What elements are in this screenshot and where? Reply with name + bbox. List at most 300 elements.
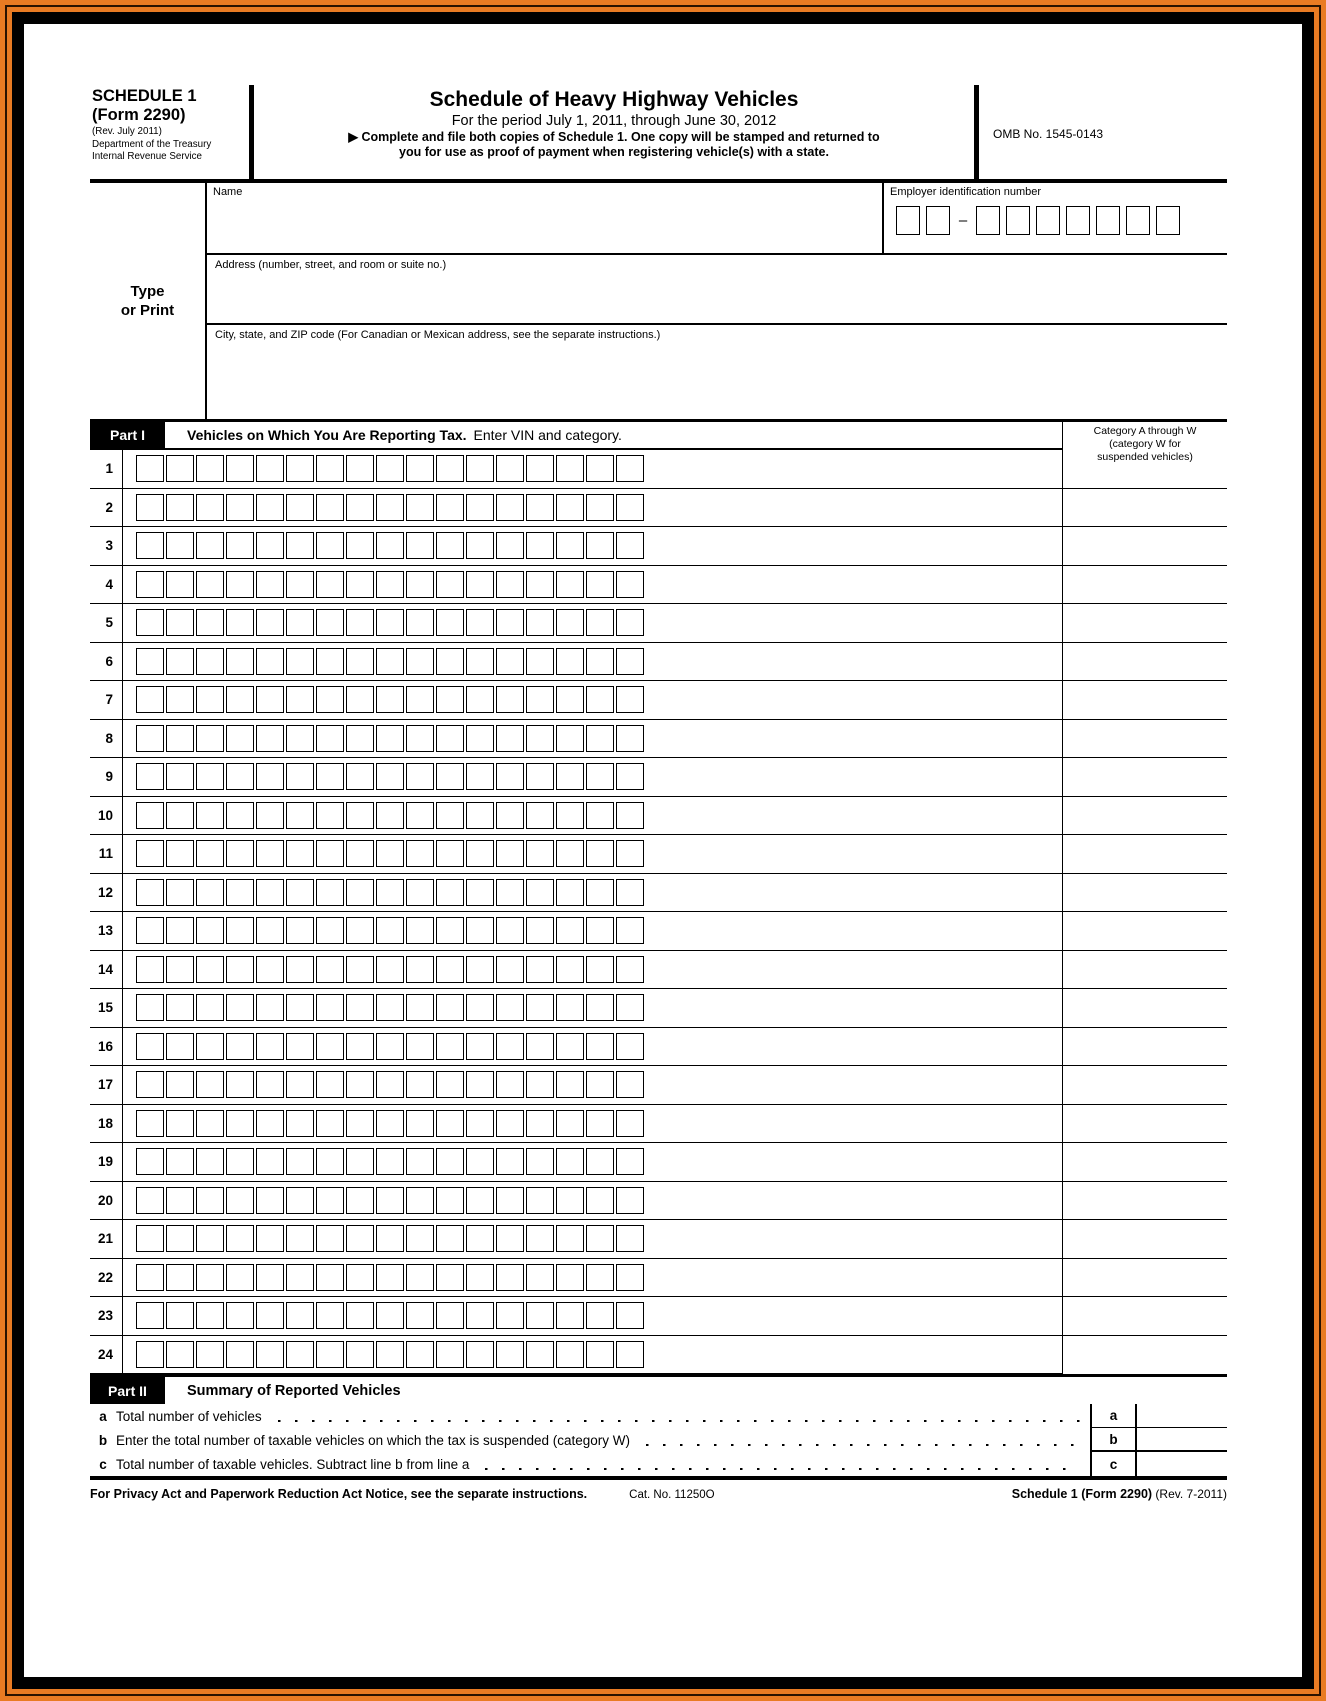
vin-char-box[interactable] bbox=[406, 1033, 434, 1060]
vin-char-box[interactable] bbox=[586, 1264, 614, 1291]
vin-char-box[interactable] bbox=[616, 1302, 644, 1329]
vin-char-box[interactable] bbox=[256, 840, 284, 867]
category-cell[interactable] bbox=[1063, 527, 1227, 566]
vin-char-box[interactable] bbox=[496, 609, 524, 636]
vin-char-box[interactable] bbox=[526, 763, 554, 790]
vin-char-box[interactable] bbox=[406, 840, 434, 867]
vin-char-box[interactable] bbox=[316, 1225, 344, 1252]
vin-char-box[interactable] bbox=[256, 725, 284, 752]
vin-char-box[interactable] bbox=[196, 725, 224, 752]
vin-char-box[interactable] bbox=[586, 532, 614, 559]
line-c-value-box[interactable] bbox=[1137, 1452, 1227, 1476]
vin-char-box[interactable] bbox=[586, 1033, 614, 1060]
vin-char-box[interactable] bbox=[256, 609, 284, 636]
vin-char-box[interactable] bbox=[556, 802, 584, 829]
vin-char-box[interactable] bbox=[556, 494, 584, 521]
vin-char-box[interactable] bbox=[316, 494, 344, 521]
vin-char-box[interactable] bbox=[166, 994, 194, 1021]
vin-char-box[interactable] bbox=[436, 532, 464, 559]
category-cell[interactable] bbox=[1063, 912, 1227, 951]
vin-char-box[interactable] bbox=[346, 532, 374, 559]
vin-char-box[interactable] bbox=[586, 1110, 614, 1137]
vin-char-box[interactable] bbox=[526, 455, 554, 482]
vin-char-box[interactable] bbox=[436, 879, 464, 906]
vin-char-box[interactable] bbox=[406, 763, 434, 790]
vin-char-box[interactable] bbox=[556, 1302, 584, 1329]
vin-char-box[interactable] bbox=[496, 1302, 524, 1329]
vin-char-box[interactable] bbox=[586, 802, 614, 829]
vin-char-box[interactable] bbox=[286, 1264, 314, 1291]
vin-char-box[interactable] bbox=[466, 1341, 494, 1368]
vin-char-box[interactable] bbox=[496, 532, 524, 559]
vin-char-box[interactable] bbox=[286, 1187, 314, 1214]
vin-char-box[interactable] bbox=[526, 1341, 554, 1368]
vin-char-box[interactable] bbox=[136, 763, 164, 790]
vin-char-box[interactable] bbox=[586, 994, 614, 1021]
ein-digit-box[interactable] bbox=[1006, 206, 1030, 235]
vin-char-box[interactable] bbox=[496, 1341, 524, 1368]
category-cell[interactable] bbox=[1063, 951, 1227, 990]
vin-char-box[interactable] bbox=[496, 1264, 524, 1291]
vin-char-box[interactable] bbox=[286, 686, 314, 713]
vin-char-box[interactable] bbox=[136, 1033, 164, 1060]
category-cell[interactable] bbox=[1063, 989, 1227, 1028]
vin-char-box[interactable] bbox=[376, 571, 404, 598]
vin-char-box[interactable] bbox=[406, 917, 434, 944]
vin-char-box[interactable] bbox=[436, 917, 464, 944]
vin-char-box[interactable] bbox=[406, 455, 434, 482]
category-cell[interactable] bbox=[1063, 1336, 1227, 1375]
vin-char-box[interactable] bbox=[166, 725, 194, 752]
vin-char-box[interactable] bbox=[166, 917, 194, 944]
vin-char-box[interactable] bbox=[406, 1071, 434, 1098]
vin-char-box[interactable] bbox=[316, 532, 344, 559]
vin-char-box[interactable] bbox=[616, 725, 644, 752]
vin-char-box[interactable] bbox=[286, 1033, 314, 1060]
vin-char-box[interactable] bbox=[556, 686, 584, 713]
vin-char-box[interactable] bbox=[226, 802, 254, 829]
vin-char-box[interactable] bbox=[406, 571, 434, 598]
vin-char-box[interactable] bbox=[136, 956, 164, 983]
vin-char-box[interactable] bbox=[286, 994, 314, 1021]
vin-char-box[interactable] bbox=[346, 917, 374, 944]
vin-char-box[interactable] bbox=[166, 879, 194, 906]
vin-char-box[interactable] bbox=[586, 1071, 614, 1098]
vin-char-box[interactable] bbox=[436, 956, 464, 983]
vin-char-box[interactable] bbox=[586, 917, 614, 944]
line-a-value-box[interactable] bbox=[1137, 1404, 1227, 1427]
vin-char-box[interactable] bbox=[316, 1148, 344, 1175]
category-cell[interactable] bbox=[1063, 1182, 1227, 1221]
vin-char-box[interactable] bbox=[316, 1302, 344, 1329]
vin-char-box[interactable] bbox=[466, 494, 494, 521]
vin-char-box[interactable] bbox=[376, 763, 404, 790]
vin-char-box[interactable] bbox=[346, 571, 374, 598]
vin-char-box[interactable] bbox=[406, 956, 434, 983]
vin-char-box[interactable] bbox=[226, 879, 254, 906]
vin-char-box[interactable] bbox=[526, 1071, 554, 1098]
vin-char-box[interactable] bbox=[346, 1341, 374, 1368]
vin-char-box[interactable] bbox=[256, 1302, 284, 1329]
vin-char-box[interactable] bbox=[586, 1148, 614, 1175]
category-cell[interactable] bbox=[1063, 489, 1227, 528]
category-cell[interactable] bbox=[1063, 797, 1227, 836]
vin-char-box[interactable] bbox=[496, 879, 524, 906]
vin-char-box[interactable] bbox=[196, 1110, 224, 1137]
vin-char-box[interactable] bbox=[166, 1148, 194, 1175]
vin-char-box[interactable] bbox=[406, 494, 434, 521]
vin-char-box[interactable] bbox=[466, 879, 494, 906]
vin-char-box[interactable] bbox=[166, 763, 194, 790]
vin-char-box[interactable] bbox=[256, 802, 284, 829]
vin-char-box[interactable] bbox=[316, 609, 344, 636]
vin-char-box[interactable] bbox=[406, 802, 434, 829]
category-cell[interactable] bbox=[1063, 835, 1227, 874]
vin-char-box[interactable] bbox=[586, 648, 614, 675]
vin-char-box[interactable] bbox=[616, 609, 644, 636]
vin-char-box[interactable] bbox=[466, 840, 494, 867]
vin-char-box[interactable] bbox=[466, 725, 494, 752]
vin-char-box[interactable] bbox=[316, 763, 344, 790]
vin-char-box[interactable] bbox=[136, 1302, 164, 1329]
vin-char-box[interactable] bbox=[586, 956, 614, 983]
ein-digit-box[interactable] bbox=[1066, 206, 1090, 235]
vin-char-box[interactable] bbox=[616, 994, 644, 1021]
vin-char-box[interactable] bbox=[496, 1225, 524, 1252]
vin-char-box[interactable] bbox=[226, 994, 254, 1021]
vin-char-box[interactable] bbox=[376, 1225, 404, 1252]
address-input-area[interactable] bbox=[207, 253, 1227, 323]
vin-char-box[interactable] bbox=[616, 1071, 644, 1098]
vin-char-box[interactable] bbox=[586, 1225, 614, 1252]
vin-char-box[interactable] bbox=[616, 956, 644, 983]
vin-char-box[interactable] bbox=[346, 725, 374, 752]
vin-char-box[interactable] bbox=[226, 763, 254, 790]
vin-char-box[interactable] bbox=[136, 1341, 164, 1368]
vin-char-box[interactable] bbox=[346, 455, 374, 482]
vin-char-box[interactable] bbox=[166, 1302, 194, 1329]
vin-char-box[interactable] bbox=[436, 648, 464, 675]
vin-char-box[interactable] bbox=[196, 956, 224, 983]
vin-char-box[interactable] bbox=[556, 1341, 584, 1368]
vin-char-box[interactable] bbox=[286, 763, 314, 790]
vin-char-box[interactable] bbox=[226, 455, 254, 482]
vin-char-box[interactable] bbox=[346, 1264, 374, 1291]
category-cell[interactable] bbox=[1063, 643, 1227, 682]
vin-char-box[interactable] bbox=[616, 686, 644, 713]
vin-char-box[interactable] bbox=[196, 1341, 224, 1368]
vin-char-box[interactable] bbox=[406, 994, 434, 1021]
vin-char-box[interactable] bbox=[436, 840, 464, 867]
vin-char-box[interactable] bbox=[406, 609, 434, 636]
vin-char-box[interactable] bbox=[196, 686, 224, 713]
vin-char-box[interactable] bbox=[316, 725, 344, 752]
vin-char-box[interactable] bbox=[226, 1148, 254, 1175]
vin-char-box[interactable] bbox=[226, 725, 254, 752]
vin-char-box[interactable] bbox=[496, 1110, 524, 1137]
vin-char-box[interactable] bbox=[256, 879, 284, 906]
vin-char-box[interactable] bbox=[616, 917, 644, 944]
vin-char-box[interactable] bbox=[616, 1148, 644, 1175]
vin-char-box[interactable] bbox=[556, 1110, 584, 1137]
vin-char-box[interactable] bbox=[196, 763, 224, 790]
category-cell[interactable] bbox=[1063, 1259, 1227, 1298]
vin-char-box[interactable] bbox=[556, 763, 584, 790]
vin-char-box[interactable] bbox=[436, 609, 464, 636]
vin-char-box[interactable] bbox=[346, 1302, 374, 1329]
vin-char-box[interactable] bbox=[436, 1302, 464, 1329]
vin-char-box[interactable] bbox=[286, 1341, 314, 1368]
vin-char-box[interactable] bbox=[196, 1264, 224, 1291]
vin-char-box[interactable] bbox=[376, 802, 404, 829]
vin-char-box[interactable] bbox=[226, 648, 254, 675]
name-input-area[interactable] bbox=[207, 183, 882, 253]
vin-char-box[interactable] bbox=[616, 879, 644, 906]
vin-char-box[interactable] bbox=[436, 1225, 464, 1252]
vin-char-box[interactable] bbox=[556, 879, 584, 906]
vin-char-box[interactable] bbox=[496, 571, 524, 598]
vin-char-box[interactable] bbox=[196, 1071, 224, 1098]
vin-char-box[interactable] bbox=[196, 1302, 224, 1329]
vin-char-box[interactable] bbox=[256, 994, 284, 1021]
vin-char-box[interactable] bbox=[286, 455, 314, 482]
vin-char-box[interactable] bbox=[616, 1110, 644, 1137]
vin-char-box[interactable] bbox=[406, 1341, 434, 1368]
vin-char-box[interactable] bbox=[406, 1110, 434, 1137]
vin-char-box[interactable] bbox=[376, 686, 404, 713]
vin-char-box[interactable] bbox=[166, 802, 194, 829]
vin-char-box[interactable] bbox=[166, 494, 194, 521]
vin-char-box[interactable] bbox=[226, 1341, 254, 1368]
vin-char-box[interactable] bbox=[376, 994, 404, 1021]
vin-char-box[interactable] bbox=[616, 571, 644, 598]
vin-char-box[interactable] bbox=[256, 917, 284, 944]
vin-char-box[interactable] bbox=[556, 1148, 584, 1175]
vin-char-box[interactable] bbox=[136, 840, 164, 867]
vin-char-box[interactable] bbox=[316, 1110, 344, 1137]
vin-char-box[interactable] bbox=[256, 1148, 284, 1175]
vin-char-box[interactable] bbox=[496, 956, 524, 983]
vin-char-box[interactable] bbox=[586, 1302, 614, 1329]
vin-char-box[interactable] bbox=[496, 648, 524, 675]
ein-digit-box[interactable] bbox=[926, 206, 950, 235]
vin-char-box[interactable] bbox=[466, 802, 494, 829]
vin-char-box[interactable] bbox=[586, 686, 614, 713]
vin-char-box[interactable] bbox=[286, 879, 314, 906]
vin-char-box[interactable] bbox=[376, 879, 404, 906]
vin-char-box[interactable] bbox=[466, 1110, 494, 1137]
vin-char-box[interactable] bbox=[376, 1110, 404, 1137]
vin-char-box[interactable] bbox=[286, 1302, 314, 1329]
vin-char-box[interactable] bbox=[496, 1148, 524, 1175]
vin-char-box[interactable] bbox=[166, 1033, 194, 1060]
vin-char-box[interactable] bbox=[496, 917, 524, 944]
vin-char-box[interactable] bbox=[256, 1110, 284, 1137]
vin-char-box[interactable] bbox=[466, 532, 494, 559]
vin-char-box[interactable] bbox=[286, 1110, 314, 1137]
vin-char-box[interactable] bbox=[466, 1264, 494, 1291]
vin-char-box[interactable] bbox=[256, 455, 284, 482]
vin-char-box[interactable] bbox=[136, 455, 164, 482]
vin-char-box[interactable] bbox=[256, 956, 284, 983]
vin-char-box[interactable] bbox=[136, 609, 164, 636]
vin-char-box[interactable] bbox=[616, 763, 644, 790]
vin-char-box[interactable] bbox=[586, 840, 614, 867]
category-cell[interactable] bbox=[1063, 681, 1227, 720]
vin-char-box[interactable] bbox=[526, 840, 554, 867]
vin-char-box[interactable] bbox=[226, 1225, 254, 1252]
vin-char-box[interactable] bbox=[196, 1148, 224, 1175]
vin-char-box[interactable] bbox=[136, 571, 164, 598]
vin-char-box[interactable] bbox=[556, 956, 584, 983]
vin-char-box[interactable] bbox=[376, 917, 404, 944]
vin-char-box[interactable] bbox=[376, 1187, 404, 1214]
vin-char-box[interactable] bbox=[196, 455, 224, 482]
vin-char-box[interactable] bbox=[166, 609, 194, 636]
vin-char-box[interactable] bbox=[256, 532, 284, 559]
ein-digit-box[interactable] bbox=[896, 206, 920, 235]
vin-char-box[interactable] bbox=[196, 494, 224, 521]
vin-char-box[interactable] bbox=[286, 494, 314, 521]
vin-char-box[interactable] bbox=[556, 994, 584, 1021]
vin-char-box[interactable] bbox=[346, 1148, 374, 1175]
vin-char-box[interactable] bbox=[226, 956, 254, 983]
vin-char-box[interactable] bbox=[166, 648, 194, 675]
vin-char-box[interactable] bbox=[136, 686, 164, 713]
vin-char-box[interactable] bbox=[526, 648, 554, 675]
vin-char-box[interactable] bbox=[616, 1225, 644, 1252]
vin-char-box[interactable] bbox=[586, 1341, 614, 1368]
vin-char-box[interactable] bbox=[286, 1225, 314, 1252]
vin-char-box[interactable] bbox=[226, 532, 254, 559]
vin-char-box[interactable] bbox=[406, 725, 434, 752]
vin-char-box[interactable] bbox=[316, 1341, 344, 1368]
vin-char-box[interactable] bbox=[286, 840, 314, 867]
vin-char-box[interactable] bbox=[376, 1071, 404, 1098]
vin-char-box[interactable] bbox=[256, 686, 284, 713]
vin-char-box[interactable] bbox=[286, 1071, 314, 1098]
vin-char-box[interactable] bbox=[226, 1110, 254, 1137]
vin-char-box[interactable] bbox=[376, 725, 404, 752]
vin-char-box[interactable] bbox=[286, 802, 314, 829]
vin-char-box[interactable] bbox=[136, 648, 164, 675]
vin-char-box[interactable] bbox=[526, 725, 554, 752]
vin-char-box[interactable] bbox=[496, 1071, 524, 1098]
vin-char-box[interactable] bbox=[376, 455, 404, 482]
vin-char-box[interactable] bbox=[256, 1225, 284, 1252]
vin-char-box[interactable] bbox=[286, 725, 314, 752]
vin-char-box[interactable] bbox=[586, 571, 614, 598]
category-cell[interactable] bbox=[1063, 1143, 1227, 1182]
vin-char-box[interactable] bbox=[346, 686, 374, 713]
ein-digit-box[interactable] bbox=[1096, 206, 1120, 235]
vin-char-box[interactable] bbox=[496, 840, 524, 867]
ein-digit-box[interactable] bbox=[1036, 206, 1060, 235]
vin-char-box[interactable] bbox=[136, 1264, 164, 1291]
vin-char-box[interactable] bbox=[526, 1225, 554, 1252]
vin-char-box[interactable] bbox=[436, 994, 464, 1021]
vin-char-box[interactable] bbox=[376, 1341, 404, 1368]
vin-char-box[interactable] bbox=[286, 956, 314, 983]
vin-char-box[interactable] bbox=[526, 1302, 554, 1329]
vin-char-box[interactable] bbox=[136, 1110, 164, 1137]
vin-char-box[interactable] bbox=[256, 494, 284, 521]
vin-char-box[interactable] bbox=[406, 686, 434, 713]
vin-char-box[interactable] bbox=[436, 1264, 464, 1291]
vin-char-box[interactable] bbox=[166, 1264, 194, 1291]
category-cell[interactable] bbox=[1063, 566, 1227, 605]
vin-char-box[interactable] bbox=[436, 494, 464, 521]
vin-char-box[interactable] bbox=[226, 1264, 254, 1291]
vin-char-box[interactable] bbox=[406, 1302, 434, 1329]
vin-char-box[interactable] bbox=[136, 879, 164, 906]
vin-char-box[interactable] bbox=[556, 917, 584, 944]
vin-char-box[interactable] bbox=[256, 1071, 284, 1098]
vin-char-box[interactable] bbox=[376, 840, 404, 867]
vin-char-box[interactable] bbox=[136, 494, 164, 521]
vin-char-box[interactable] bbox=[406, 648, 434, 675]
vin-char-box[interactable] bbox=[616, 802, 644, 829]
vin-char-box[interactable] bbox=[526, 879, 554, 906]
category-cell[interactable] bbox=[1063, 758, 1227, 797]
category-cell[interactable] bbox=[1063, 1220, 1227, 1259]
vin-char-box[interactable] bbox=[256, 1264, 284, 1291]
vin-char-box[interactable] bbox=[166, 455, 194, 482]
vin-char-box[interactable] bbox=[406, 1187, 434, 1214]
vin-char-box[interactable] bbox=[436, 763, 464, 790]
vin-char-box[interactable] bbox=[196, 1225, 224, 1252]
vin-char-box[interactable] bbox=[226, 571, 254, 598]
vin-char-box[interactable] bbox=[436, 1110, 464, 1137]
vin-char-box[interactable] bbox=[166, 1341, 194, 1368]
vin-char-box[interactable] bbox=[196, 532, 224, 559]
vin-char-box[interactable] bbox=[526, 1187, 554, 1214]
city-state-zip-input-area[interactable] bbox=[207, 323, 1227, 419]
vin-char-box[interactable] bbox=[526, 1110, 554, 1137]
vin-char-box[interactable] bbox=[196, 994, 224, 1021]
vin-char-box[interactable] bbox=[196, 648, 224, 675]
vin-char-box[interactable] bbox=[196, 917, 224, 944]
vin-char-box[interactable] bbox=[346, 763, 374, 790]
vin-char-box[interactable] bbox=[496, 494, 524, 521]
vin-char-box[interactable] bbox=[316, 1033, 344, 1060]
vin-char-box[interactable] bbox=[316, 917, 344, 944]
vin-char-box[interactable] bbox=[166, 840, 194, 867]
ein-digit-box[interactable] bbox=[1156, 206, 1180, 235]
vin-char-box[interactable] bbox=[406, 1225, 434, 1252]
vin-char-box[interactable] bbox=[226, 1302, 254, 1329]
vin-char-box[interactable] bbox=[466, 1071, 494, 1098]
line-b-value-box[interactable] bbox=[1137, 1428, 1227, 1450]
category-cell[interactable] bbox=[1063, 1297, 1227, 1336]
vin-char-box[interactable] bbox=[556, 840, 584, 867]
vin-char-box[interactable] bbox=[226, 1033, 254, 1060]
vin-char-box[interactable] bbox=[466, 1302, 494, 1329]
vin-char-box[interactable] bbox=[556, 455, 584, 482]
vin-char-box[interactable] bbox=[346, 879, 374, 906]
vin-char-box[interactable] bbox=[466, 455, 494, 482]
vin-char-box[interactable] bbox=[346, 956, 374, 983]
vin-char-box[interactable] bbox=[316, 994, 344, 1021]
vin-char-box[interactable] bbox=[196, 609, 224, 636]
category-cell[interactable] bbox=[1063, 1066, 1227, 1105]
vin-char-box[interactable] bbox=[256, 763, 284, 790]
vin-char-box[interactable] bbox=[316, 455, 344, 482]
vin-char-box[interactable] bbox=[346, 1187, 374, 1214]
vin-char-box[interactable] bbox=[496, 1033, 524, 1060]
vin-char-box[interactable] bbox=[346, 494, 374, 521]
vin-char-box[interactable] bbox=[526, 532, 554, 559]
